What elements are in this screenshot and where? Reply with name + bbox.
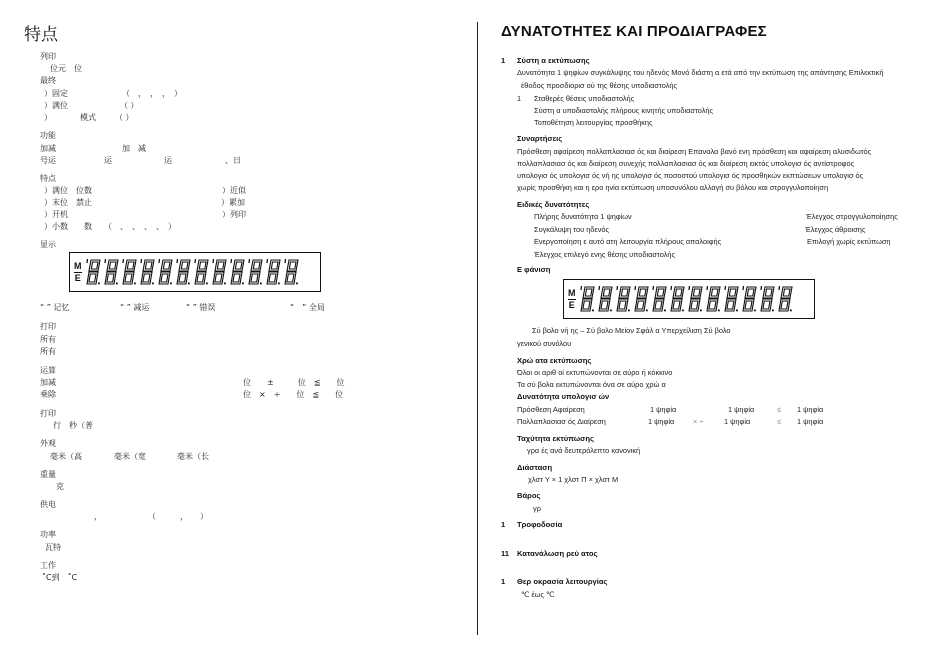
lcd-decimal-point xyxy=(628,310,630,312)
lcd-digit xyxy=(121,257,139,287)
capacity-value: 1 ψηφία xyxy=(728,405,755,414)
lcd-comma-mark xyxy=(671,286,672,290)
dim-height: 毫米（高 xyxy=(50,452,82,461)
display-symbols-legend: γενικού συνόλου xyxy=(517,339,572,348)
lcd-comma-mark xyxy=(123,259,124,263)
capacity-value: 1 ψηφία xyxy=(797,417,824,426)
lcd-decimal-point xyxy=(260,283,262,285)
func-ops-a: 运 xyxy=(104,156,112,165)
item-fixed: ）固定 xyxy=(44,89,68,98)
lcd-digit xyxy=(193,257,211,287)
error-indicator: E xyxy=(568,299,575,310)
item-full: ）满位 xyxy=(44,101,68,110)
lcd-digit xyxy=(283,257,301,287)
weight-value: γρ xyxy=(533,504,541,513)
section-heading-consumption: Κατανάλωση ρεύ ατος xyxy=(517,549,598,558)
lcd-decimal-point xyxy=(170,283,172,285)
functions-line: Πρόσθεση αφαίρεση πολλαπλασιασ ός και διαίρεση Επαναλα βανό ενη πρόσθεση και αφαίρεση αλυσιδωτός xyxy=(517,147,872,156)
heading-operating: 工作 xyxy=(40,561,56,570)
lcd-decimal-point xyxy=(242,283,244,285)
capacity-relation: ≤ xyxy=(777,405,782,414)
section-heading-temperature: Θερ οκρασία λειτουργίας xyxy=(517,577,608,586)
lcd-comma-mark xyxy=(689,286,690,290)
lcd-comma-mark xyxy=(653,286,654,290)
lcd-comma-mark xyxy=(105,259,106,263)
section-number: 1 xyxy=(501,56,506,65)
heading-wattage: 功率 xyxy=(40,530,56,539)
text-all-1: 所有 xyxy=(40,335,56,344)
calc-addsub-values: 位 ± 位 ≦ 位 xyxy=(243,378,345,387)
capacity-label: Πρόσθεση Αφαίρεση xyxy=(517,405,585,414)
lcd-decimal-point xyxy=(278,283,280,285)
printing-system-line: έθοδος προσδιορισ ού της θέσης υποδιαστολής xyxy=(521,81,678,90)
lcd-comma-mark xyxy=(743,286,744,290)
lcd-decimal-point xyxy=(682,310,684,312)
lcd-digit xyxy=(669,284,687,314)
lcd-decimal-point xyxy=(296,283,298,285)
legend-memory: “ ” 记忆 xyxy=(40,303,70,312)
weight-unit: 克 xyxy=(56,482,64,491)
lcd-digit xyxy=(759,284,777,314)
calc-muldiv: 乘除 xyxy=(40,390,56,399)
print-colors-line: Όλοι οι αριθ οί εκτυπώνονται σε αύρο ή κόκκινο xyxy=(517,368,673,377)
section-number: 11 xyxy=(501,549,510,558)
memory-indicator: M xyxy=(568,287,576,298)
capacity-label: Πολλαπλασιασ ός Διαίρεση xyxy=(517,417,606,426)
lcd-digit xyxy=(597,284,615,314)
lcd-display-right xyxy=(563,279,815,319)
error-indicator: E xyxy=(74,272,81,283)
lcd-digit xyxy=(265,257,283,287)
lcd-comma-mark xyxy=(87,259,88,263)
dimensions-value: χλστ Υ × 1 χλστ Π × χλστ Μ xyxy=(528,475,619,484)
lcd-comma-mark xyxy=(761,286,762,290)
feature-full-digits: ）满位 位数 xyxy=(44,186,92,195)
lcd-comma-mark xyxy=(285,259,286,263)
heading-final: 最终 xyxy=(40,76,56,85)
display-symbols-legend: Σύ βολο νή ης – Σύ βολο Μείον Σφάλ α Υπερχείλιση Σύ βολο xyxy=(532,326,731,335)
lcd-decimal-point xyxy=(736,310,738,312)
text-digits: 位元 位 xyxy=(50,64,82,73)
lcd-decimal-point xyxy=(610,310,612,312)
dim-length: 毫米（长 xyxy=(177,452,209,461)
lcd-decimal-point xyxy=(206,283,208,285)
feature-last-digit: ）末位 禁止 xyxy=(44,198,92,207)
lcd-decimal-point xyxy=(718,310,720,312)
calc-muldiv-values: 位 × ÷ 位 ≦ 位 xyxy=(243,390,344,399)
func-ops: 号运 xyxy=(40,156,56,165)
lcd-digit xyxy=(741,284,759,314)
decimal-option: Τοποθέτηση λειτουργίας προσθήκης xyxy=(534,118,653,127)
lcd-digit xyxy=(579,284,597,314)
special-feature: Έλεγχος στρογγυλοποίησης xyxy=(806,212,898,221)
lcd-display-left xyxy=(69,252,321,292)
section-heading-print-speed: Ταχύτητα εκτύπωσης xyxy=(517,434,594,443)
section-number: 1 xyxy=(501,520,506,529)
seven-segment-digits xyxy=(85,257,301,287)
heading-print: 列印 xyxy=(40,52,56,61)
left-page-title: 特点 xyxy=(24,25,58,45)
lcd-digit xyxy=(705,284,723,314)
item-mode-values: （ ） xyxy=(115,113,134,122)
lcd-decimal-point xyxy=(592,310,594,312)
lcd-decimal-point xyxy=(224,283,226,285)
heading-calculation: 运算 xyxy=(40,366,56,375)
feature-power-on: ）开机 xyxy=(44,210,68,219)
feature-accumulate: ）累加 xyxy=(221,198,245,207)
section-heading-capacity: Δυνατότητα υπολογισ ών xyxy=(517,392,610,401)
lcd-decimal-point xyxy=(646,310,648,312)
lcd-digit xyxy=(687,284,705,314)
lcd-comma-mark xyxy=(249,259,250,263)
lcd-comma-mark xyxy=(707,286,708,290)
heading-print-speed: 打印 xyxy=(40,409,56,418)
section-heading-dimensions: Διάσταση xyxy=(517,463,553,472)
section-heading-weight: Βάρος xyxy=(517,491,541,500)
func-ops-b: 运 xyxy=(164,156,172,165)
lcd-digit xyxy=(615,284,633,314)
lcd-decimal-point xyxy=(98,283,100,285)
temperature-value: ℃ έως ℃ xyxy=(521,590,555,599)
item-mode-bracket: ） xyxy=(44,113,52,122)
lcd-comma-mark xyxy=(635,286,636,290)
lcd-digit xyxy=(175,257,193,287)
item-fixed-values: （ ， ， ， ） xyxy=(122,89,182,98)
lcd-comma-mark xyxy=(195,259,196,263)
lcd-digit xyxy=(157,257,175,287)
capacity-value: 1 ψηφία xyxy=(724,417,751,426)
wattage-unit: 瓦特 xyxy=(45,543,61,552)
seven-segment-digits xyxy=(579,284,795,314)
section-heading-print-colors: Χρώ ατα εκτύπωσης xyxy=(517,356,592,365)
decimal-option: Σταθερές θέσεις υποδιαστολής xyxy=(534,94,635,103)
lcd-comma-mark xyxy=(779,286,780,290)
func-addsub-values: 加 减 xyxy=(122,144,146,153)
section-heading-special: Ειδικές δυνατότητες xyxy=(517,200,590,209)
decimal-option: Σύστη α υποδιαστολής πλήρους κινητής υποδιαστολής xyxy=(534,106,714,115)
special-feature: Πλήρης δυνατότητα 1 ψηφίων xyxy=(534,212,632,221)
subsection-number: 1 xyxy=(517,94,522,103)
feature-approx: ）近似 xyxy=(222,186,246,195)
lcd-digit xyxy=(247,257,265,287)
lcd-digit xyxy=(85,257,103,287)
power-comma: ， xyxy=(94,512,102,521)
heading-power-supply: 供电 xyxy=(40,500,56,509)
calc-addsub: 加减 xyxy=(40,378,56,387)
special-feature: Έλεγχος άθροισης xyxy=(805,225,866,234)
legend-grand-total: “ ” 全局 xyxy=(290,303,325,312)
lcd-comma-mark xyxy=(159,259,160,263)
memory-error-indicator xyxy=(568,289,576,310)
lcd-comma-mark xyxy=(177,259,178,263)
special-feature: Συγκάλυψη του ηδενός xyxy=(534,225,610,234)
section-number: 1 xyxy=(501,577,506,586)
feature-print: ）列印 xyxy=(222,210,246,219)
print-speed-value: γρα ές ανά δευτερόλεπτο κανονική xyxy=(527,446,641,455)
power-values: （ ， ） xyxy=(148,512,208,521)
dim-width: 毫米（宽 xyxy=(114,452,146,461)
print-colors-line: Τα σύ βολα εκτυπώνονται όνα σε αύρο χρώ α xyxy=(517,380,666,389)
lcd-comma-mark xyxy=(599,286,600,290)
lcd-decimal-point xyxy=(754,310,756,312)
special-feature: Έλεγχος επιλεγό ενης θέσης υποδιαστολής xyxy=(534,250,676,259)
lcd-digit xyxy=(777,284,795,314)
lcd-comma-mark xyxy=(725,286,726,290)
section-heading-display: Ε φάνιση xyxy=(517,265,551,274)
section-heading-power-supply: Τροφοδοσία xyxy=(517,520,563,529)
capacity-value: 1 ψηφία xyxy=(797,405,824,414)
heading-features: 特点 xyxy=(40,174,56,183)
functions-line: υπολογισ ός υπολογισ ός νή ης υπολογισ ός ποσοστού υπολογισ ός προσθηκών εκπτώσεων υπολογισ ός xyxy=(517,171,864,180)
lcd-comma-mark xyxy=(617,286,618,290)
lcd-decimal-point xyxy=(152,283,154,285)
lcd-decimal-point xyxy=(664,310,666,312)
print-speed-value: 行 秒（普 xyxy=(53,421,93,430)
legend-error: “ ” 错误 xyxy=(186,303,216,312)
lcd-digit xyxy=(139,257,157,287)
lcd-digit xyxy=(633,284,651,314)
heading-printing: 打印 xyxy=(40,322,56,331)
item-mode: 模式 xyxy=(80,113,96,122)
lcd-decimal-point xyxy=(134,283,136,285)
heading-display: 显示 xyxy=(40,240,56,249)
capacity-operator: × ÷ xyxy=(693,417,704,426)
heading-function: 功能 xyxy=(40,131,56,140)
special-feature: Επιλογή χωρίς εκτύπωση xyxy=(807,237,891,246)
section-heading-printing-system: Σύστη α εκτύπωσης xyxy=(517,56,590,65)
right-page-title: ΔΥΝΑΤΟΤΗΤΕΣ ΚΑΙ ΠΡΟΔΙΑΓΡΑΦΕΣ xyxy=(501,23,767,40)
lcd-comma-mark xyxy=(231,259,232,263)
lcd-digit xyxy=(723,284,741,314)
lcd-digit xyxy=(229,257,247,287)
lcd-decimal-point xyxy=(790,310,792,312)
heading-dimensions: 外观 xyxy=(40,439,56,448)
lcd-digit xyxy=(103,257,121,287)
lcd-digit xyxy=(211,257,229,287)
capacity-value: 1 ψηφία xyxy=(650,405,677,414)
page-divider xyxy=(477,22,478,635)
capacity-relation: ≤ xyxy=(777,417,782,426)
lcd-comma-mark xyxy=(141,259,142,263)
functions-line: πολλαπλασιασ ός και διαίρεση συνεχής πολλαπλασιασ ός και διαίρεση εικτός υπολογισ ός αντίστροφος xyxy=(517,159,855,168)
legend-minus: “ ” 减运 xyxy=(120,303,150,312)
memory-error-indicator xyxy=(74,262,82,283)
heading-weight: 重量 xyxy=(40,470,56,479)
operating-temp: ˚C到 ˚C xyxy=(42,573,78,582)
lcd-decimal-point xyxy=(188,283,190,285)
lcd-comma-mark xyxy=(581,286,582,290)
memory-indicator: M xyxy=(74,260,82,271)
feature-decimal: ）小数 数 （ 、 、 、 、 ） xyxy=(44,222,176,231)
section-heading-functions: Συναρτήσεις xyxy=(517,134,563,143)
lcd-digit xyxy=(651,284,669,314)
lcd-comma-mark xyxy=(213,259,214,263)
special-feature: Ενεργοποίηση ε αυτό ατη λειτουργία πλήρους απαλοιφής xyxy=(534,237,722,246)
functions-line: χωρίς προσθήκη και η ερο ηνία εκτύπωση υποσυνόλου αλλαγή συ βόλου και στρογγυλοποίηση xyxy=(517,183,829,192)
func-addsub: 加减 xyxy=(40,144,56,153)
printing-system-line: Δυνατότητα 1 ψηφίων συγκάλυψης του ηδενός Μονό διάστη α ετά από την εκτύπωση της απάντησης Επιλεκτική xyxy=(517,68,884,77)
lcd-comma-mark xyxy=(267,259,268,263)
capacity-value: 1 ψηφία xyxy=(648,417,675,426)
lcd-decimal-point xyxy=(772,310,774,312)
text-all-2: 所有 xyxy=(40,347,56,356)
lcd-decimal-point xyxy=(700,310,702,312)
lcd-decimal-point xyxy=(116,283,118,285)
func-ops-c: 、日 xyxy=(225,156,241,165)
item-full-values: （ ） xyxy=(120,101,139,110)
